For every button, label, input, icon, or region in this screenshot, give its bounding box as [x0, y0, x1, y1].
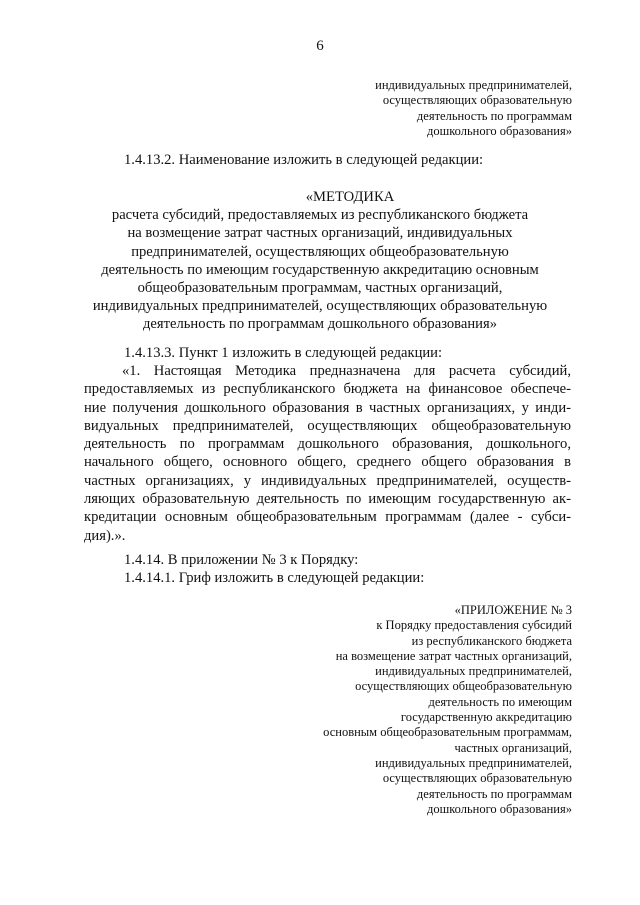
- stamp-line: индивидуальных предпринимателей,: [375, 78, 572, 92]
- body-line: кредитации основным общеобразовательным программам (далее - субси-: [84, 509, 571, 526]
- clause-1-4-14: 1.4.14. В приложении № 3 к Порядку:: [124, 552, 359, 568]
- stamp-line: индивидуальных предпринимателей,: [375, 755, 572, 770]
- clause-1-4-13-2: 1.4.13.2. Наименование изложить в следующей редакции:: [124, 152, 484, 168]
- methodology-title-line: предпринимателей, осуществляющих общеобразовательную: [131, 243, 509, 260]
- body-line: начального общего, основного общего, среднего общего образования в: [84, 454, 571, 471]
- body-line: дия).».: [84, 527, 126, 544]
- stamp-line: осуществляющих образовательную: [382, 93, 572, 108]
- body-line: частных организациях, у индивидуальных предпринимателей, осуществ-: [84, 472, 571, 489]
- appendix-stamp: [323, 603, 572, 817]
- stamp-line: индивидуальных предпринимателей,: [375, 664, 572, 679]
- body-line: предоставляемых из республиканского бюджета на финансовое обеспече-: [84, 381, 571, 398]
- stamp-line: осуществляющих образовательную: [382, 771, 572, 786]
- stamp-line: дошкольного образования»: [426, 801, 572, 816]
- body-line: деятельность по программам дошкольного образования, дошкольного,: [84, 436, 571, 453]
- methodology-title-line: на возмещение затрат частных организаций, индивидуальных: [127, 225, 513, 242]
- methodology-title-line: деятельность по программам дошкольного образования»: [143, 316, 497, 333]
- previous-stamp-tail: [375, 78, 572, 139]
- stamp-line: дошкольного образования»: [426, 123, 572, 138]
- stamp-line: осуществляющих общеобразовательную: [355, 679, 572, 694]
- body-line: ние получения дошкольного образования в частных организациях, у инди-: [84, 399, 571, 416]
- stamp-line: деятельность по имеющим: [428, 694, 572, 709]
- methodology-title-line: общеобразовательным программам, частных организаций,: [137, 280, 503, 297]
- stamp-line: на возмещение затрат частных организаций,: [335, 648, 572, 663]
- clause-1-4-13-3-body: [84, 362, 571, 545]
- page-number: 6: [316, 38, 324, 54]
- clause-1-4-14-1: 1.4.14.1. Гриф изложить в следующей редакции:: [124, 570, 425, 586]
- stamp-line: частных организаций,: [454, 740, 572, 755]
- clause-1-4-13-3: 1.4.13.3. Пункт 1 изложить в следующей редакции:: [124, 345, 443, 361]
- stamp-line: деятельность по программам: [416, 786, 572, 801]
- stamp-line: «ПРИЛОЖЕНИЕ № 3: [454, 603, 572, 617]
- methodology-title-line: индивидуальных предпринимателей, осуществляющих образовательную: [92, 298, 548, 315]
- body-line: видуальных предпринимателей, осуществляющих общеобразовательную: [84, 417, 571, 434]
- stamp-line: из республиканского бюджета: [411, 633, 572, 648]
- methodology-title: [70, 188, 570, 334]
- stamp-line: деятельность по программам: [416, 108, 572, 123]
- body-line: «1. Настоящая Методика предназначена для расчета субсидий,: [122, 363, 571, 379]
- stamp-line: государственную аккредитацию: [400, 710, 572, 725]
- methodology-title-line: расчета субсидий, предоставляемых из республиканского бюджета: [111, 207, 529, 224]
- methodology-title-line: деятельность по имеющим государственную аккредитацию основным: [101, 261, 539, 278]
- stamp-line: основным общеобразовательным программам,: [323, 725, 572, 740]
- stamp-line: к Порядку предоставления субсидий: [376, 618, 572, 633]
- methodology-heading: «МЕТОДИКА: [305, 189, 395, 205]
- body-line: ляющих образовательную деятельность по имеющим государственную ак-: [84, 491, 571, 508]
